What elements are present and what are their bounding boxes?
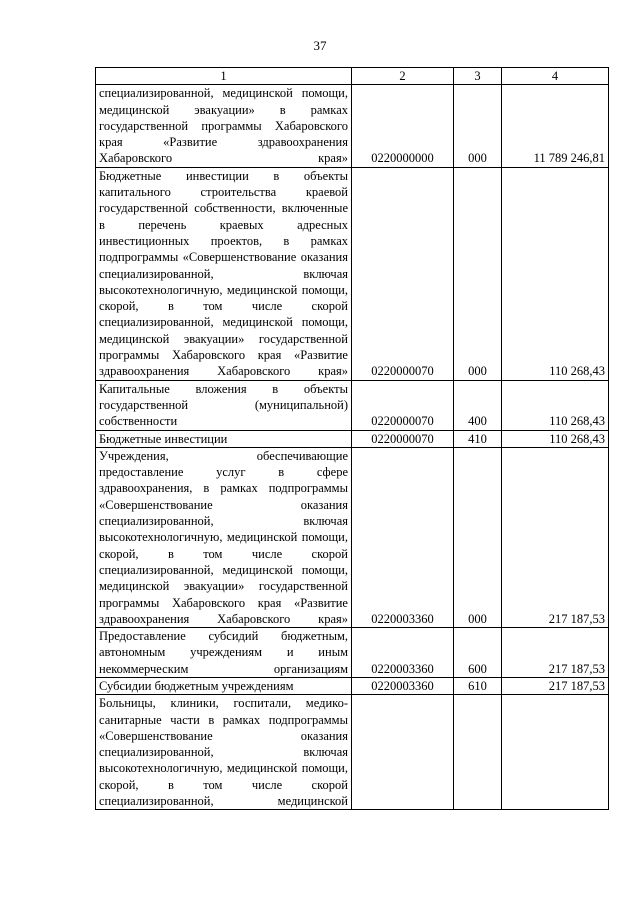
table-row (96, 628, 609, 678)
table-row (96, 695, 609, 810)
row-target-code: 0220000070 (352, 380, 454, 430)
row-description: специализированной, медицинской помощи, медицинской эвакуации» в рамках государственной программы Хабаровского края «Развитие здравоохранения Хабаровского края» (96, 85, 352, 167)
row-target-code: 0220000000 (352, 85, 454, 167)
table-header-row (96, 68, 609, 85)
row-target-code: 0220000070 (352, 167, 454, 380)
row-target-code: 0220003360 (352, 628, 454, 678)
row-description: Бюджетные инвестиции в объекты капитального строительства краевой государственной собственности, включенные в перечень краевых адресных инвестиционных проектов, в рамках подпрограммы «Совершенствование оказания специализированной, включая высокотехнологичную, медицинской помощи, скорой, в том числе скорой специализированной, медицинской помощи, медицинской эвакуации» государственной программы Хабаровского края «Развитие здравоохранения Хабаровского края» (96, 167, 352, 380)
row-expense-type: 610 (454, 677, 502, 694)
row-expense-type: 000 (454, 167, 502, 380)
row-expense-type: 410 (454, 430, 502, 447)
row-expense-type: 000 (454, 447, 502, 627)
table-row (96, 430, 609, 447)
table-row (96, 677, 609, 694)
column-header-1: 1 (96, 68, 352, 85)
row-amount: 110 268,43 (502, 430, 609, 447)
row-amount: 11 789 246,81 (502, 85, 609, 167)
row-expense-type: 000 (454, 85, 502, 167)
table-row (96, 167, 609, 380)
table-row (96, 380, 609, 430)
row-target-code (352, 695, 454, 810)
column-header-2: 2 (352, 68, 454, 85)
table-row (96, 447, 609, 627)
row-amount: 217 187,53 (502, 447, 609, 627)
row-expense-type (454, 695, 502, 810)
row-description: Капитальные вложения в объекты государственной (муниципальной) собственности (96, 380, 352, 430)
page-number: 37 (313, 38, 327, 53)
row-description: Субсидии бюджетным учреждениям (96, 677, 352, 694)
table-row (96, 85, 609, 167)
budget-table (95, 67, 609, 810)
column-header-3: 3 (454, 68, 502, 85)
row-target-code: 0220000070 (352, 430, 454, 447)
column-header-4: 4 (502, 68, 609, 85)
row-target-code: 0220003360 (352, 677, 454, 694)
row-amount: 110 268,43 (502, 167, 609, 380)
row-target-code: 0220003360 (352, 447, 454, 627)
row-amount (502, 695, 609, 810)
row-expense-type: 600 (454, 628, 502, 678)
row-description: Больницы, клиники, госпитали, медико-санитарные части в рамках подпрограммы «Совершенствование оказания специализированной, включая высокотехнологичную, медицинской помощи, скорой, в том числе скорой специализированной, медицинской (96, 695, 352, 810)
row-expense-type: 400 (454, 380, 502, 430)
row-description: Учреждения, обеспечивающие предоставление услуг в сфере здравоохранения, в рамках подпрограммы «Совершенствование оказания специализированной, включая высокотехнологичную, медицинской помощи, скорой, в том числе скорой специализированной, медицинской помощи, медицинской эвакуации» государственной программы Хабаровского края «Развитие здравоохранения Хабаровского края» (96, 447, 352, 627)
row-amount: 110 268,43 (502, 380, 609, 430)
row-description: Предоставление субсидий бюджетным, автономным учреждениям и иным некоммерческим организациям (96, 628, 352, 678)
row-amount: 217 187,53 (502, 628, 609, 678)
row-amount: 217 187,53 (502, 677, 609, 694)
row-description: Бюджетные инвестиции (96, 430, 352, 447)
